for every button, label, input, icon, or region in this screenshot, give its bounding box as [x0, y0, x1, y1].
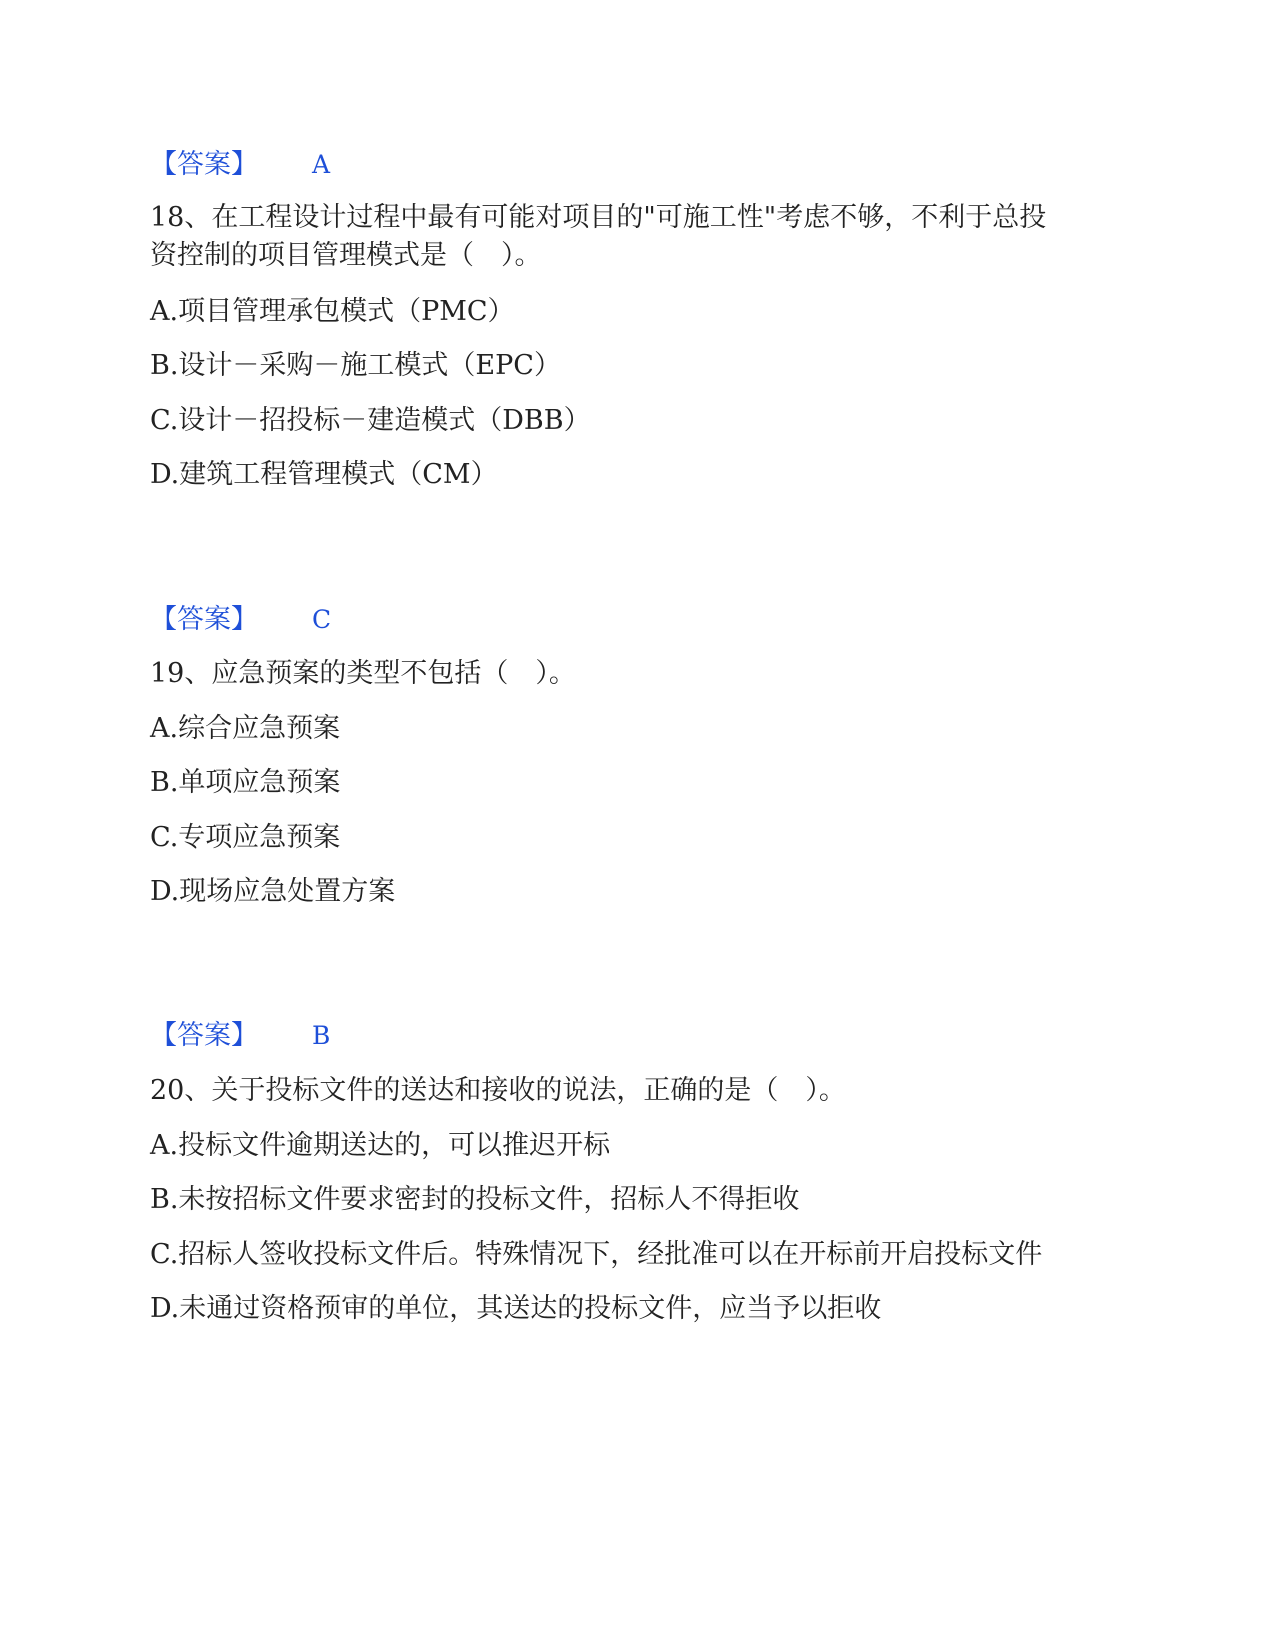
- answer-line-1: [150, 145, 330, 185]
- question-19-line-1: 19、应急预案的类型不包括（ ）。: [150, 658, 576, 689]
- answer-label: 【答案】: [150, 1020, 258, 1051]
- answer-value: C: [312, 605, 332, 634]
- option-c: C.设计－招投标－建造模式（DBB）: [150, 405, 591, 436]
- answer-label: 【答案】: [150, 149, 258, 180]
- option-b: B.未按招标文件要求密封的投标文件，招标人不得拒收: [150, 1184, 800, 1215]
- option-b: B.设计－采购－施工模式（EPC）: [150, 350, 561, 381]
- question-18-line-1: 18、在工程设计过程中最有可能对项目的"可施工性"考虑不够，不利于总投: [150, 202, 1047, 233]
- answer-line-3: [150, 1016, 330, 1056]
- answer-value: B: [312, 1021, 331, 1050]
- option-a: A.综合应急预案: [150, 713, 341, 744]
- option-c: C.专项应急预案: [150, 822, 341, 853]
- option-d: D.现场应急处置方案: [150, 876, 396, 907]
- option-c: C.招标人签收投标文件后。特殊情况下，经批准可以在开标前开启投标文件: [150, 1239, 1043, 1270]
- question-18-line-2: 资控制的项目管理模式是（ ）。: [150, 240, 542, 271]
- option-a: A.投标文件逾期送达的，可以推迟开标: [150, 1130, 611, 1161]
- option-b: B.单项应急预案: [150, 767, 341, 798]
- question-20-line-1: 20、关于投标文件的送达和接收的说法，正确的是（ ）。: [150, 1075, 846, 1106]
- answer-value: A: [312, 150, 331, 179]
- option-a: A.项目管理承包模式（PMC）: [150, 296, 515, 327]
- answer-label: 【答案】: [150, 604, 258, 635]
- option-d: D.建筑工程管理模式（CM）: [150, 459, 498, 490]
- answer-line-2: [150, 600, 331, 640]
- option-d: D.未通过资格预审的单位，其送达的投标文件，应当予以拒收: [150, 1293, 882, 1324]
